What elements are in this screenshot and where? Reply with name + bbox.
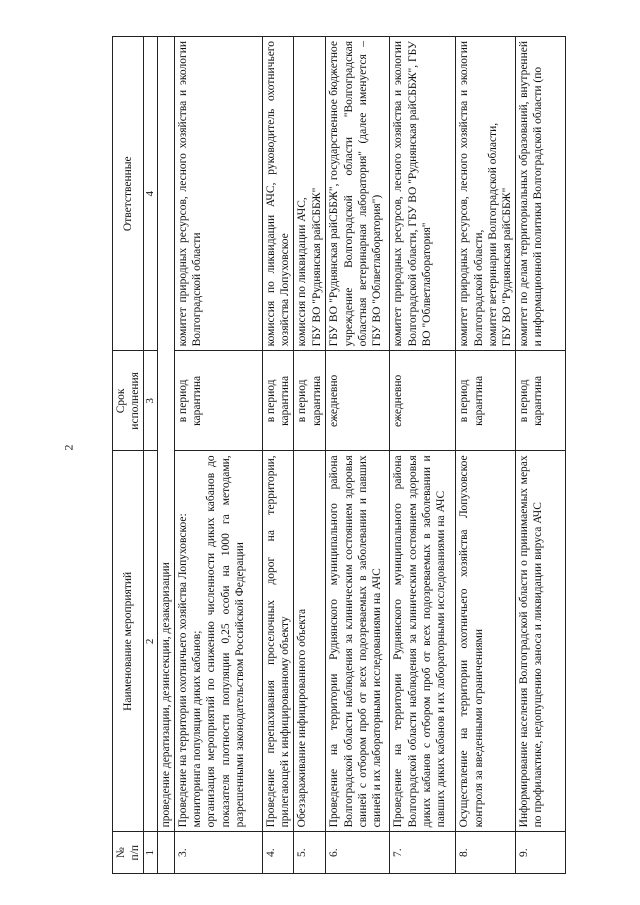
row-name: Проведение на территории Руднянского муниципального района Волгоградской области наблюдения за клиническим состоянием здоровья диких кабанов с отбором проб от всех подозреваемых в заболевании и павших диких кабанов и их лабораторными исследованиями на АЧС: [390, 451, 456, 832]
page-number: 2: [61, 444, 76, 451]
row-name: Информирование населения Волгоградской области о принимаемых мерах по профилактике, недопущению заноса и ликвидации вируса АЧС: [515, 451, 565, 832]
header-num: № п/п: [113, 832, 144, 874]
row-term: в период карантина: [515, 351, 565, 451]
column-index: 3: [144, 351, 158, 451]
rotated-page: [112, 36, 572, 874]
header-resp: Ответственные: [113, 37, 144, 351]
row-responsible: комитет природных ресурсов, лесного хозяйства и экологии Волгоградской области, комитет ветеринарии Волгоградской области, ГБУ ВО "Руднянская райСББЖ": [456, 37, 515, 351]
table-row: [515, 37, 565, 874]
table-row: [158, 37, 175, 874]
row-term: в период карантина: [263, 351, 294, 451]
row-term: ежедневно: [390, 351, 456, 451]
header-term: Срок исполнения: [113, 351, 144, 451]
column-index: 4: [144, 37, 158, 351]
row-num: 6.: [326, 832, 390, 874]
table-row: [294, 37, 326, 874]
row-name: Обеззараживание инфицированного объекта: [294, 451, 326, 832]
row-responsible: комитет по делам территориальных образований, внутренней и информационной политики Волгоградской области (по: [515, 37, 565, 351]
measures-table: [112, 36, 566, 874]
column-index: 1: [144, 832, 158, 874]
table-row: [456, 37, 515, 874]
row-name: Осуществление на территории охотничьего хозяйства Лопуховское контроля за введенными ограничениями: [456, 451, 515, 832]
row-term: в период карантина: [175, 351, 263, 451]
row-num: 9.: [515, 832, 565, 874]
row-num: 3.: [175, 832, 263, 874]
row-name: Проведение перепахивания проселочных дорог на территории, прилегающей к инфицированному объекту: [263, 451, 294, 832]
row-responsible: ГБУ ВО "Руднянская райСББЖ", государственное бюджетное учреждение Волгоградской области "Волгоградская областная ветеринарная лаборатория" (далее именуется – ГБУ ВО "Облветлаборатория"): [326, 37, 390, 351]
row-continuation-text: проведение дератизации, дезинсекции, дезакаризации: [158, 37, 175, 832]
table-row: [175, 37, 263, 874]
row-num: 8.: [456, 832, 515, 874]
row-num: 4.: [263, 832, 294, 874]
row-responsible: комитет природных ресурсов, лесного хозяйства и экологии Волгоградской области, ГБУ ВО "Руднянская райСББЖ", ГБУ ВО "Облветлаборатория": [390, 37, 456, 351]
table-header: [113, 37, 144, 874]
row-num: 5.: [294, 832, 326, 874]
row-term: в период карантина: [456, 351, 515, 451]
row-num: [158, 832, 175, 874]
row-term: в период карантина: [294, 351, 326, 451]
column-index-row: [144, 37, 158, 874]
column-index: 2: [144, 451, 158, 832]
row-name: Проведение на территории Руднянского муниципального района Волгоградской области наблюдения за клиническим состоянием здоровья свиней с отбором проб от всех подозреваемых в заболевании и павших свиней и их лабораторными исследованиями на АЧС: [326, 451, 390, 832]
row-name: Проведение на территории охотничьего хозяйства Лопуховское: мониторинга популяции диких кабанов; организация мероприятий по снижению численности диких кабанов до показателя плотности популяции 0,25 особи на 1000 га методами, разрешенными законодательством Российской Федерации: [175, 451, 263, 832]
row-term: ежедневно: [326, 351, 390, 451]
row-num: 7.: [390, 832, 456, 874]
header-name: Наименование мероприятий: [113, 451, 144, 832]
row-responsible: комиссия по ликвидации АЧС, ГБУ ВО "Руднянская райСББЖ": [294, 37, 326, 351]
table-row: [390, 37, 456, 874]
row-responsible: комитет природных ресурсов, лесного хозяйства и экологии Волгоградской области: [175, 37, 263, 351]
row-responsible: комиссия по ликвидации АЧС, руководитель охотничьего хозяйства Лопуховское: [263, 37, 294, 351]
table-row: [326, 37, 390, 874]
table-row: [263, 37, 294, 874]
